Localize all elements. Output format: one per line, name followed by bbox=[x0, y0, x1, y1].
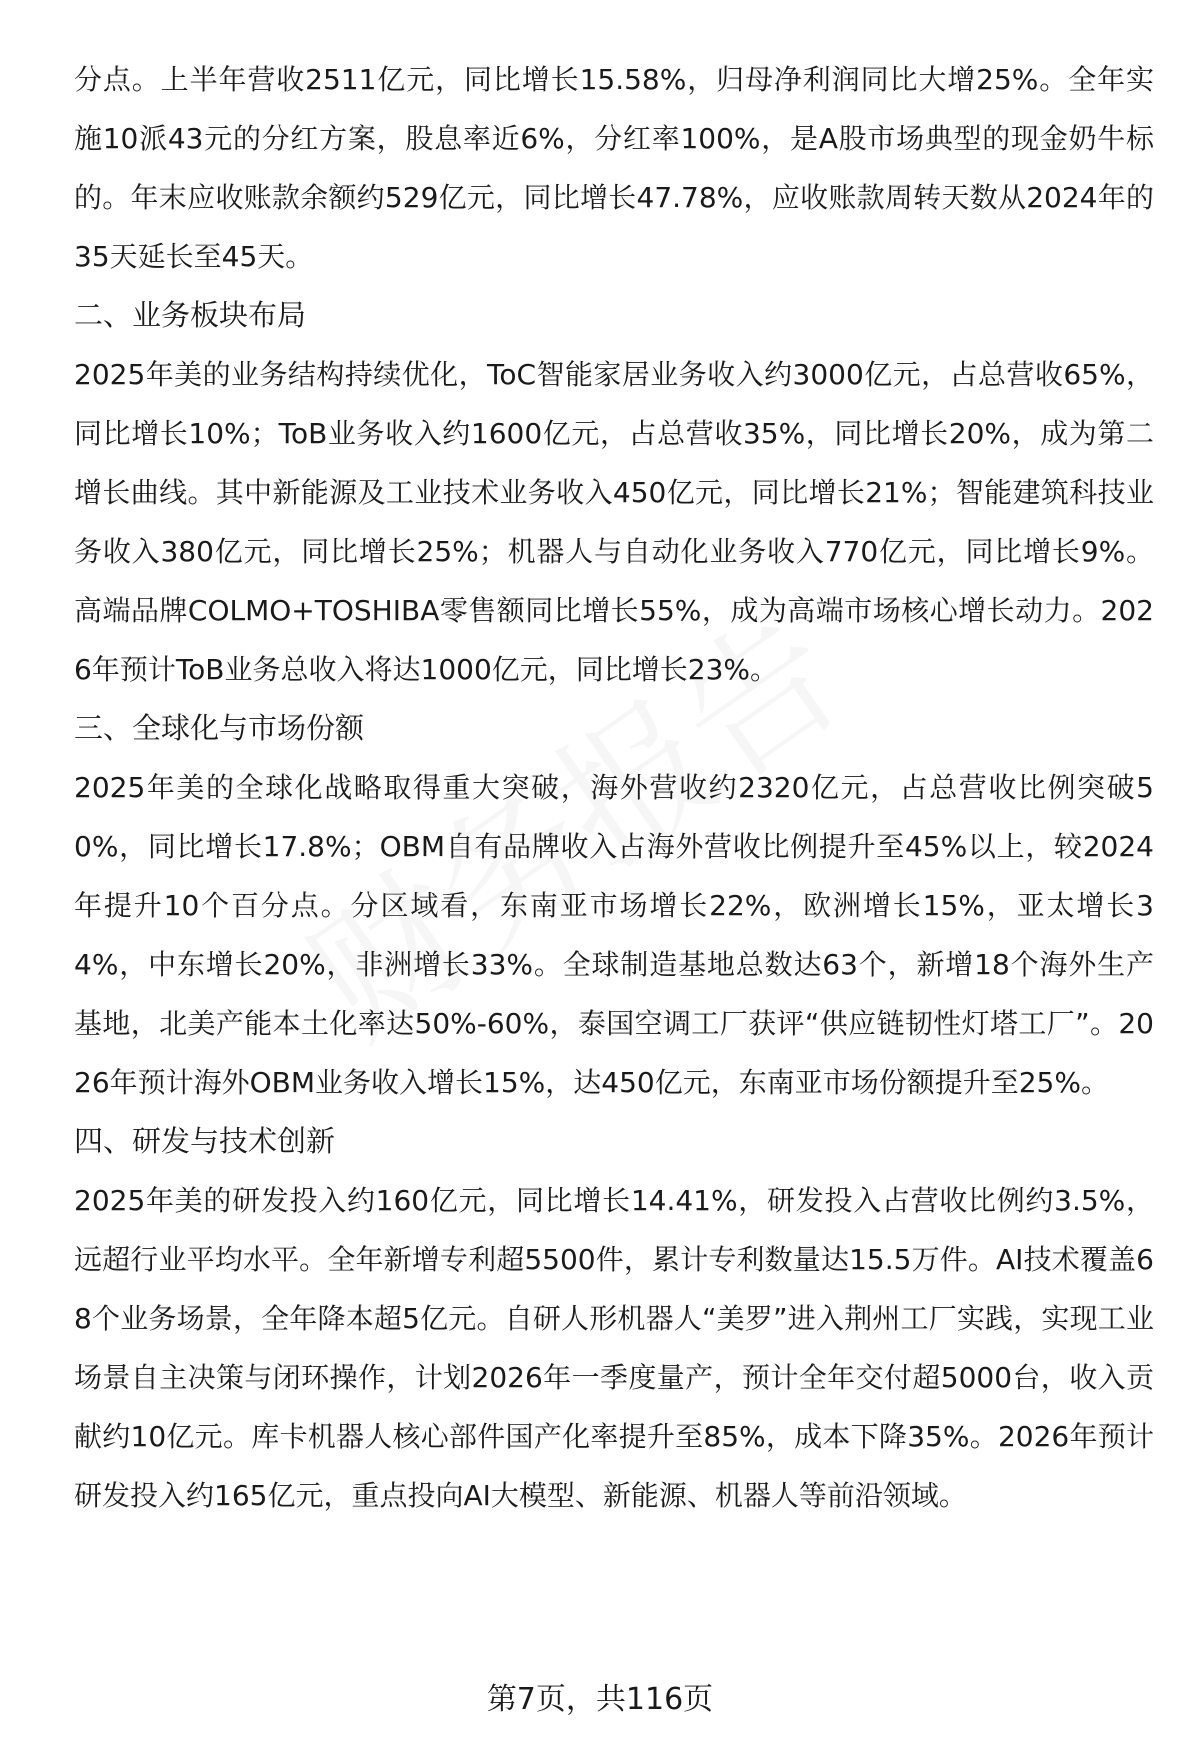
document-page bbox=[74, 50, 1154, 1525]
section-body: 2025年美的研发投入约160亿元，同比增长14.41%，研发投入占营收比例约3.5%，远超行业平均水平。全年新增专利超5500件，累计专利数量达15.5万件。AI技术覆盖68个业务场景，全年降本超5亿元。自研人形机器人“美罗”进入荆州工厂实践，实现工业场景自主决策与闭环操作，计划2026年一季度量产，预计全年交付超5000台，收入贡献约10亿元。库卡机器人核心部件国产化率提升至85%，成本下降35%。2026年预计研发投入约165亿元，重点投向AI大模型、新能源、机器人等前沿领域。 bbox=[74, 1184, 1154, 1512]
page-number-footer: 第7页，共116页 bbox=[486, 1682, 714, 1717]
section-heading: 四、研发与技术创新 bbox=[74, 1124, 336, 1158]
section-heading: 三、全球化与市场份额 bbox=[74, 711, 365, 745]
section-body: 2025年美的业务结构持续优化，ToC智能家居业务收入约3000亿元，占总营收65%，同比增长10%；ToB业务收入约1600亿元，占总营收35%，同比增长20%，成为第二增长曲线。其中新能源及工业技术业务收入450亿元，同比增长21%；智能建筑科技业务收入380亿元，同比增长25%；机器人与自动化业务收入770亿元，同比增长9%。高端品牌COLMO+TOSHIBA零售额同比增长55%，成为高端市场核心增长动力。2026年预计ToB业务总收入将达1000亿元，同比增长23%。 bbox=[74, 358, 1154, 686]
section-globalization bbox=[74, 699, 1154, 1112]
section-business-layout bbox=[74, 286, 1154, 699]
section-rnd bbox=[74, 1112, 1154, 1525]
section-body: 2025年美的全球化战略取得重大突破，海外营收约2320亿元，占总营收比例突破50%，同比增长17.8%；OBM自有品牌收入占海外营收比例提升至45%以上，较2024年提升10个百分点。分区域看，东南亚市场增长22%，欧洲增长15%，亚太增长34%，中东增长20%，非洲增长33%。全球制造基地总数达63个，新增18个海外生产基地，北美产能本土化率达50%-60%，泰国空调工厂获评“供应链韧性灯塔工厂”。2026年预计海外OBM业务收入增长15%，达450亿元，东南亚市场份额提升至25%。 bbox=[74, 771, 1154, 1099]
intro-paragraph: 分点。上半年营收2511亿元，同比增长15.58%，归母净利润同比大增25%。全年实施10派43元的分红方案，股息率近6%，分红率100%，是A股市场典型的现金奶牛标的。年末应收账款余额约529亿元，同比增长47.78%，应收账款周转天数从2024年的35天延长至45天。 bbox=[74, 63, 1154, 273]
section-heading: 二、业务板块布局 bbox=[74, 298, 307, 332]
